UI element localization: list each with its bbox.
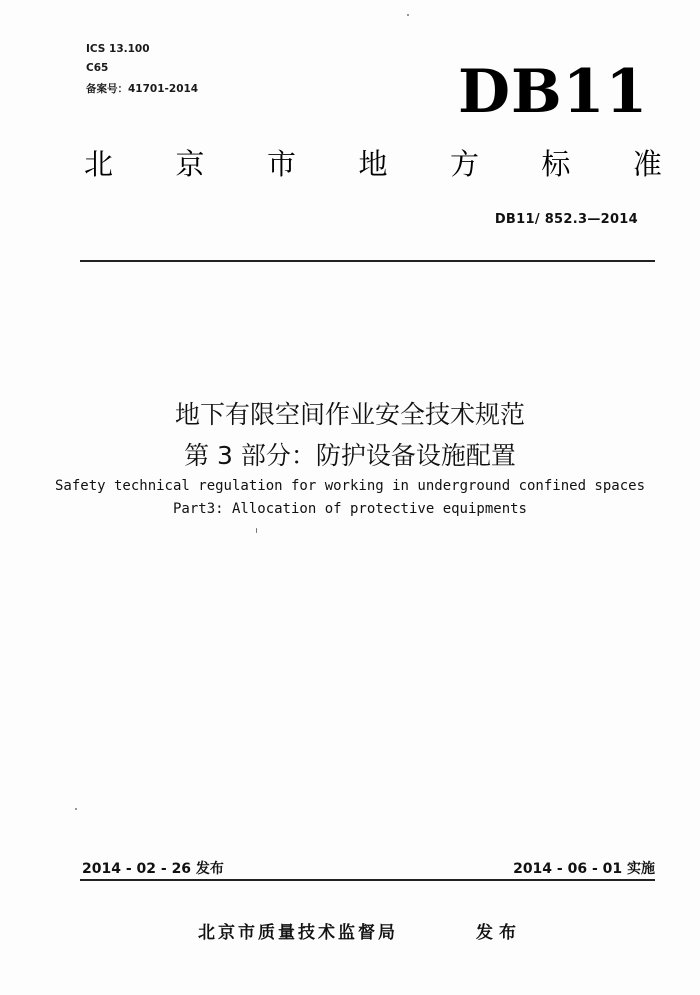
scan-speck xyxy=(75,808,77,810)
english-title-line1: Safety technical regulation for working in underground confined spaces xyxy=(54,478,645,494)
db11-logo: DB11 xyxy=(458,57,649,127)
standard-type-title xyxy=(84,142,662,183)
chinese-title-line2: 第 3 部分：防护设备设施配置 xyxy=(184,441,516,470)
standard-type-char: 地 xyxy=(358,147,388,181)
standard-type-char: 方 xyxy=(449,147,479,181)
issuing-authority: 北京市质量技术监督局 xyxy=(198,923,398,943)
standard-type-char: 北 xyxy=(84,147,114,181)
ccs-code: C65 xyxy=(86,62,109,74)
standard-type-char: 标 xyxy=(541,147,571,181)
publish-label: 发布 xyxy=(476,923,522,943)
chinese-title-line1: 地下有限空间作业安全技术规范 xyxy=(174,400,525,429)
footer-divider xyxy=(80,879,655,881)
standard-type-char: 准 xyxy=(632,147,662,181)
standard-code: DB11/ 852.3—2014 xyxy=(494,212,638,227)
scan-speck xyxy=(407,14,409,16)
english-title-line2: Part3: Allocation of protective equipments xyxy=(172,501,527,517)
issue-date: 2014 - 02 - 26 发布 xyxy=(82,861,224,877)
header-divider xyxy=(80,260,655,262)
ics-code: ICS 13.100 xyxy=(86,43,150,55)
effective-date: 2014 - 06 - 01 实施 xyxy=(513,861,655,877)
standard-type-char: 京 xyxy=(175,147,205,181)
filing-number: 备案号：41701-2014 xyxy=(86,83,199,95)
scan-speck xyxy=(256,528,257,533)
standard-type-char: 市 xyxy=(266,147,296,181)
